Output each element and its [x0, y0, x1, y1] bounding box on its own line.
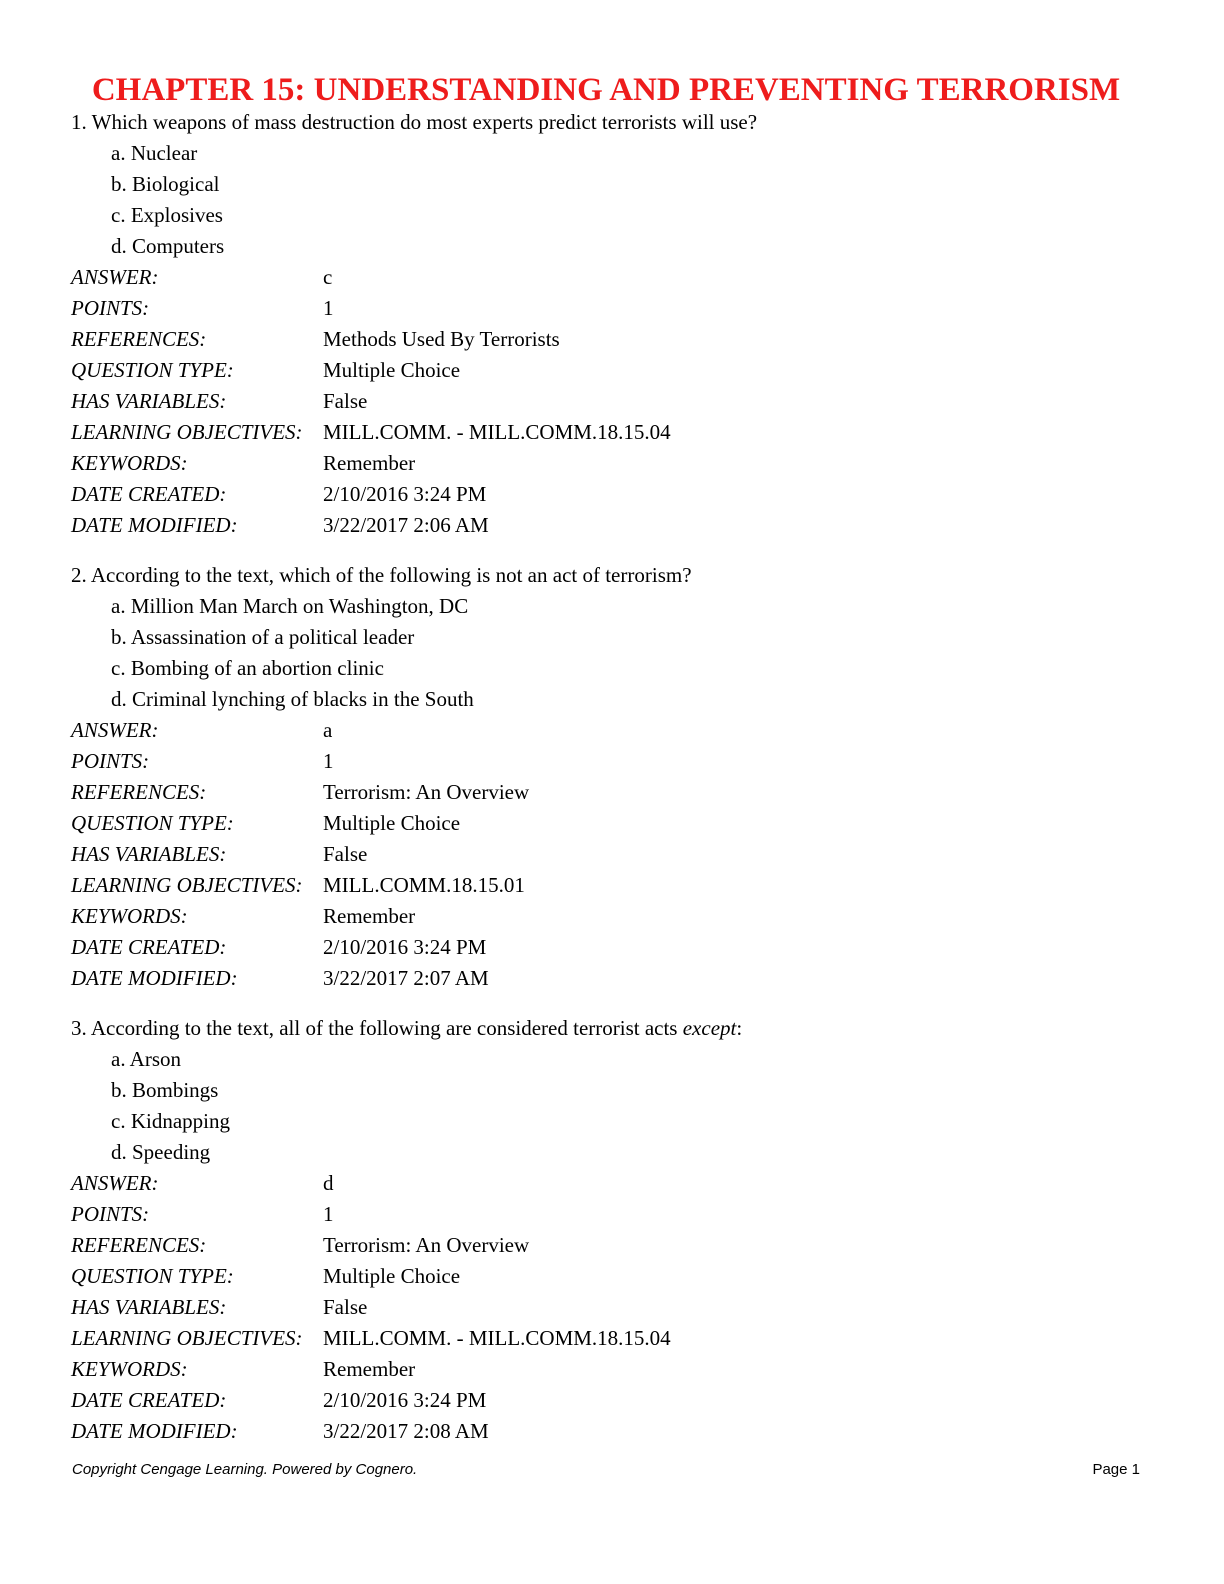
footer-copyright: Copyright Cengage Learning. Powered by Cognero.: [72, 1461, 418, 1478]
learning-objectives-label: LEARNING OBJECTIVES:: [71, 420, 303, 444]
question-stem-prefix: 3. According to the text, all of the following are considered terrorist acts: [71, 1016, 683, 1040]
question-type-value: Multiple Choice: [323, 358, 461, 382]
points-row: [71, 1199, 1171, 1230]
date-created-row: [71, 1385, 1171, 1416]
option-a: a. Arson: [111, 1047, 181, 1071]
answer-value: d: [323, 1171, 334, 1195]
references-value: Methods Used By Terrorists: [323, 327, 560, 351]
answer-label: ANSWER:: [71, 718, 159, 742]
learning-objectives-value: MILL.COMM.18.15.01: [323, 873, 525, 897]
references-value: Terrorism: An Overview: [323, 1233, 530, 1257]
keywords-value: Remember: [323, 904, 416, 928]
date-created-row: [71, 479, 1171, 510]
date-modified-value: 3/22/2017 2:07 AM: [323, 966, 489, 990]
option-a: a. Million Man March on Washington, DC: [111, 594, 469, 618]
has-variables-label: HAS VARIABLES:: [71, 1295, 227, 1319]
answer-options: [71, 1044, 1171, 1168]
references-row: [71, 777, 1171, 808]
keywords-value: Remember: [323, 451, 416, 475]
date-modified-label: DATE MODIFIED:: [71, 1419, 238, 1443]
answer-row: [71, 262, 1171, 293]
learning-objectives-row: [71, 870, 1171, 901]
has-variables-value: False: [323, 842, 368, 866]
question-3: [71, 1015, 1171, 1447]
answer-value: a: [323, 718, 333, 742]
has-variables-value: False: [323, 1295, 368, 1319]
has-variables-value: False: [323, 389, 368, 413]
date-created-row: [71, 932, 1171, 963]
question-metadata: [71, 715, 1171, 994]
date-created-label: DATE CREATED:: [71, 935, 227, 959]
learning-objectives-row: [71, 1323, 1171, 1354]
option-b: b. Bombings: [111, 1078, 219, 1102]
learning-objectives-value: MILL.COMM. - MILL.COMM.18.15.04: [323, 1326, 671, 1350]
answer-options: [71, 591, 1171, 715]
question-type-row: [71, 1261, 1171, 1292]
keywords-label: KEYWORDS:: [71, 1357, 188, 1381]
page-title: CHAPTER 15: UNDERSTANDING AND PREVENTING TERRORISM: [91, 72, 1121, 108]
question-type-label: QUESTION TYPE:: [71, 358, 234, 382]
keywords-row: [71, 448, 1171, 479]
option-c: c. Kidnapping: [111, 1109, 230, 1133]
question-metadata: [71, 262, 1171, 541]
date-modified-label: DATE MODIFIED:: [71, 966, 238, 990]
question-type-label: QUESTION TYPE:: [71, 1264, 234, 1288]
answer-row: [71, 1168, 1171, 1199]
footer-page-number: Page 1: [1092, 1461, 1140, 1478]
points-label: POINTS:: [71, 296, 150, 320]
question-1: [71, 109, 1171, 541]
points-value: 1: [323, 1202, 334, 1226]
question-stem-suffix: :: [736, 1016, 743, 1040]
date-modified-value: 3/22/2017 2:08 AM: [323, 1419, 489, 1443]
date-created-value: 2/10/2016 3:24 PM: [323, 935, 487, 959]
keywords-label: KEYWORDS:: [71, 451, 188, 475]
references-label: REFERENCES:: [71, 327, 207, 351]
has-variables-label: HAS VARIABLES:: [71, 842, 227, 866]
has-variables-label: HAS VARIABLES:: [71, 389, 227, 413]
option-d: d. Criminal lynching of blacks in the South: [111, 687, 474, 711]
points-row: [71, 746, 1171, 777]
keywords-value: Remember: [323, 1357, 416, 1381]
keywords-row: [71, 1354, 1171, 1385]
learning-objectives-row: [71, 417, 1171, 448]
points-label: POINTS:: [71, 749, 150, 773]
references-row: [71, 1230, 1171, 1261]
option-d: d. Computers: [111, 234, 225, 258]
has-variables-row: [71, 386, 1171, 417]
keywords-row: [71, 901, 1171, 932]
question-stem-emphasis: except: [682, 1016, 737, 1040]
has-variables-row: [71, 839, 1171, 870]
has-variables-row: [71, 1292, 1171, 1323]
option-b: b. Assassination of a political leader: [111, 625, 415, 649]
question-2: [71, 562, 1171, 994]
question-stem: 2. According to the text, which of the following is not an act of terrorism?: [71, 563, 692, 587]
option-a: a. Nuclear: [111, 141, 198, 165]
answer-label: ANSWER:: [71, 265, 159, 289]
date-created-value: 2/10/2016 3:24 PM: [323, 1388, 487, 1412]
learning-objectives-label: LEARNING OBJECTIVES:: [71, 873, 303, 897]
question-type-value: Multiple Choice: [323, 811, 461, 835]
question-type-row: [71, 808, 1171, 839]
question-type-row: [71, 355, 1171, 386]
points-label: POINTS:: [71, 1202, 150, 1226]
references-label: REFERENCES:: [71, 1233, 207, 1257]
date-modified-row: [71, 963, 1171, 994]
answer-options: [71, 138, 1171, 262]
date-created-value: 2/10/2016 3:24 PM: [323, 482, 487, 506]
references-label: REFERENCES:: [71, 780, 207, 804]
points-value: 1: [323, 749, 334, 773]
question-stem: 1. Which weapons of mass destruction do most experts predict terrorists will use?: [71, 110, 758, 134]
points-row: [71, 293, 1171, 324]
date-modified-row: [71, 1416, 1171, 1447]
references-row: [71, 324, 1171, 355]
date-modified-row: [71, 510, 1171, 541]
learning-objectives-label: LEARNING OBJECTIVES:: [71, 1326, 303, 1350]
question-stem: [71, 1015, 1171, 1041]
question-type-value: Multiple Choice: [323, 1264, 461, 1288]
date-modified-value: 3/22/2017 2:06 AM: [323, 513, 489, 537]
keywords-label: KEYWORDS:: [71, 904, 188, 928]
answer-label: ANSWER:: [71, 1171, 159, 1195]
date-created-label: DATE CREATED:: [71, 1388, 227, 1412]
option-c: c. Bombing of an abortion clinic: [111, 656, 384, 680]
option-d: d. Speeding: [111, 1140, 211, 1164]
points-value: 1: [323, 296, 334, 320]
question-type-label: QUESTION TYPE:: [71, 811, 234, 835]
references-value: Terrorism: An Overview: [323, 780, 530, 804]
date-modified-label: DATE MODIFIED:: [71, 513, 238, 537]
learning-objectives-value: MILL.COMM. - MILL.COMM.18.15.04: [323, 420, 671, 444]
option-b: b. Biological: [111, 172, 220, 196]
answer-row: [71, 715, 1171, 746]
option-c: c. Explosives: [111, 203, 223, 227]
question-metadata: [71, 1168, 1171, 1447]
date-created-label: DATE CREATED:: [71, 482, 227, 506]
answer-value: c: [323, 265, 333, 289]
